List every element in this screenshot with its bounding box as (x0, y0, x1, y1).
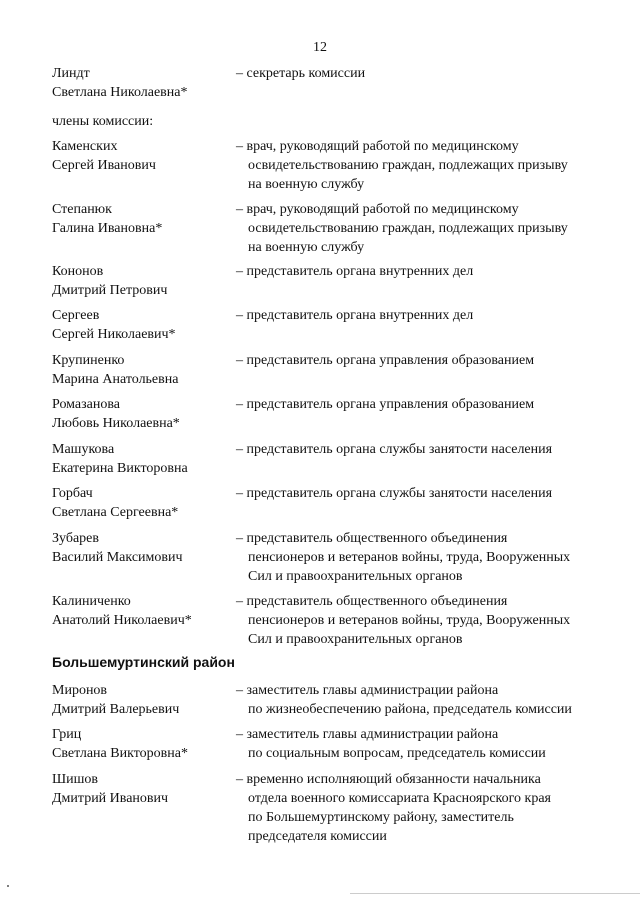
member-role-line: отдела военного комиссариата Красноярского края (248, 791, 551, 806)
member-name (52, 306, 232, 344)
member-surname: Миронов (52, 683, 108, 698)
member-role-line: по социальным вопросам, председатель комиссии (248, 746, 546, 761)
member-role-line: – представитель органа управления образованием (236, 353, 535, 368)
member-given-names: Светлана Николаевна* (52, 85, 188, 100)
member-name (52, 64, 232, 102)
member-role (236, 137, 606, 194)
member-role (236, 484, 606, 503)
member-given-names: Дмитрий Валерьевич (52, 702, 180, 717)
member-role (236, 725, 606, 763)
member-role-line: – врач, руководящий работой по медицинскому (236, 139, 519, 154)
member-given-names: Василий Максимович (52, 550, 183, 565)
member-role (236, 770, 606, 846)
member-given-names: Дмитрий Петрович (52, 283, 168, 298)
member-name (52, 137, 232, 175)
footer-rule (350, 893, 640, 894)
member-name (52, 770, 232, 808)
member-surname: Шишов (52, 772, 99, 787)
member-role-line: – временно исполняющий обязанности начальника (236, 772, 541, 787)
scan-mark (7, 885, 9, 887)
member-name (52, 592, 232, 630)
member-role-line: Сил и правоохранительных органов (248, 569, 463, 584)
member-role-line: – представитель органа службы занятости населения (236, 486, 553, 501)
member-role-line: – заместитель главы администрации района (236, 727, 499, 742)
member-role (236, 200, 606, 257)
member-given-names: Светлана Сергеевна* (52, 505, 179, 520)
member-role-line: – представитель органа управления образованием (236, 397, 535, 412)
member-role-line: – секретарь комиссии (236, 66, 366, 81)
member-surname: Каменских (52, 139, 118, 154)
member-surname: Сергеев (52, 308, 100, 323)
member-role (236, 395, 606, 414)
member-given-names: Сергей Николаевич* (52, 327, 176, 342)
member-role-line: – представитель общественного объединения (236, 594, 508, 609)
member-name (52, 484, 232, 522)
member-role-line: на военную службу (248, 177, 365, 192)
page-number: 12 (313, 40, 327, 55)
member-role (236, 351, 606, 370)
member-role-line: – представитель органа внутренних дел (236, 264, 474, 279)
member-role-line: по жизнеобеспечению района, председатель комиссии (248, 702, 572, 717)
member-name (52, 681, 232, 719)
member-given-names: Марина Анатольевна (52, 372, 179, 387)
section-title: Большемуртинский район (52, 654, 235, 670)
member-role-line: пенсионеров и ветеранов войны, труда, Вооруженных (248, 613, 571, 628)
member-role-line: освидетельствованию граждан, подлежащих призыву (248, 221, 568, 236)
member-role-line: – представитель органа внутренних дел (236, 308, 474, 323)
member-given-names: Сергей Иванович (52, 158, 156, 173)
member-role-line: – представитель общественного объединения (236, 531, 508, 546)
member-role-line: на военную службу (248, 240, 365, 255)
member-role-line: Сил и правоохранительных органов (248, 632, 463, 647)
member-surname: Кононов (52, 264, 104, 279)
member-name (52, 351, 232, 389)
member-surname: Зубарев (52, 531, 99, 546)
member-role-line: – заместитель главы администрации района (236, 683, 499, 698)
member-given-names: Светлана Викторовна* (52, 746, 188, 761)
member-surname: Степанюк (52, 202, 112, 217)
member-given-names: Галина Ивановна* (52, 221, 163, 236)
member-role-line: освидетельствованию граждан, подлежащих призыву (248, 158, 568, 173)
members-label: члены комиссии: (52, 114, 154, 129)
member-role-line: – представитель органа службы занятости населения (236, 442, 553, 457)
member-role (236, 262, 606, 281)
member-role-line: по Большемуртинскому району, заместитель (248, 810, 514, 825)
member-surname: Ромазанова (52, 397, 121, 412)
member-role-line: – врач, руководящий работой по медицинскому (236, 202, 519, 217)
member-name (52, 395, 232, 433)
member-name (52, 529, 232, 567)
member-given-names: Любовь Николаевна* (52, 416, 180, 431)
member-surname: Машукова (52, 442, 115, 457)
member-surname: Гриц (52, 727, 82, 742)
member-given-names: Екатерина Викторовна (52, 461, 188, 476)
member-role (236, 306, 606, 325)
member-role-line: пенсионеров и ветеранов войны, труда, Вооруженных (248, 550, 571, 565)
member-name (52, 440, 232, 478)
member-name (52, 200, 232, 238)
member-role (236, 529, 606, 586)
member-role (236, 440, 606, 459)
member-role (236, 592, 606, 649)
member-surname: Горбач (52, 486, 93, 501)
member-role (236, 681, 606, 719)
member-name (52, 262, 232, 300)
member-name (52, 725, 232, 763)
member-surname: Калиниченко (52, 594, 131, 609)
member-surname: Линдт (52, 66, 90, 81)
member-given-names: Анатолий Николаевич* (52, 613, 192, 628)
member-surname: Крупиненко (52, 353, 125, 368)
member-role-line: председателя комиссии (248, 829, 387, 844)
member-role (236, 64, 606, 83)
member-given-names: Дмитрий Иванович (52, 791, 169, 806)
